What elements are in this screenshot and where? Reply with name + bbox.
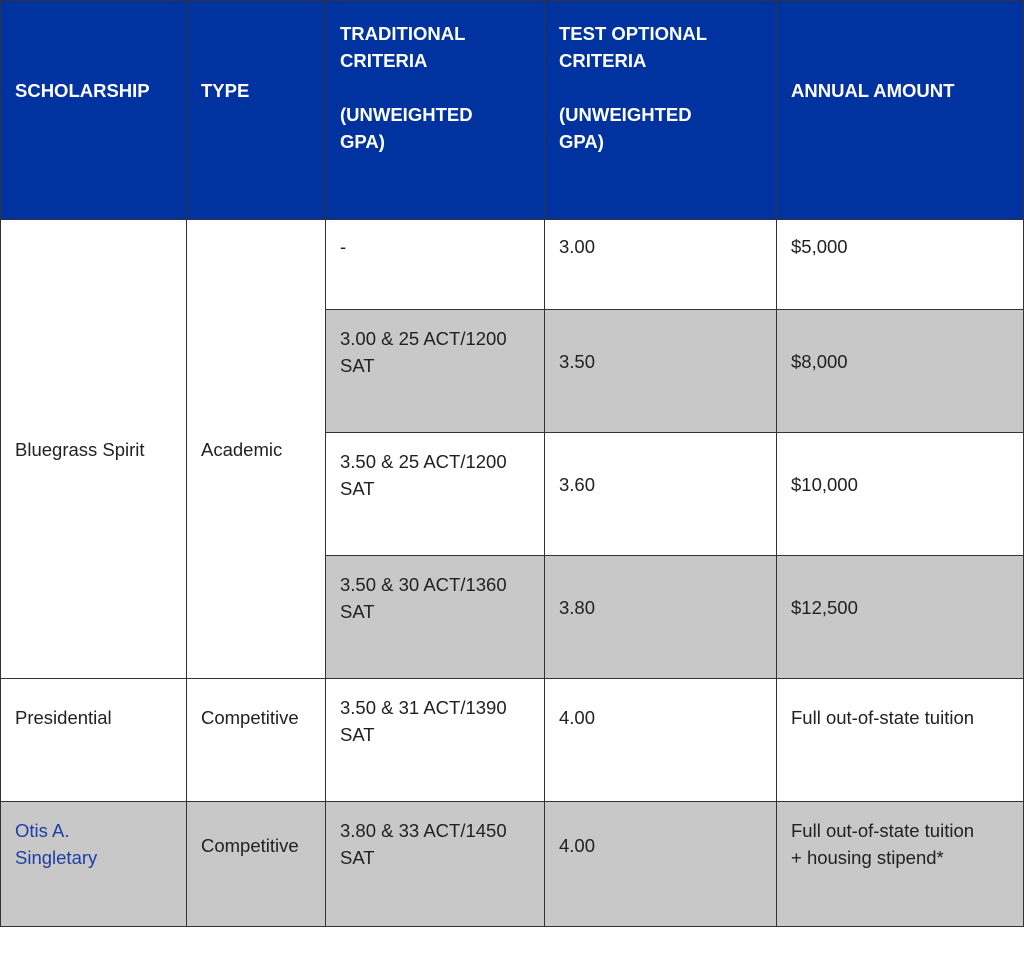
- header-type-label: TYPE: [201, 80, 250, 101]
- traditional-criteria-line1: 3.50 & 30 ACT/1360: [340, 574, 507, 595]
- traditional-criteria-value: -: [340, 236, 347, 257]
- scholarship-cell[interactable]: [1, 802, 187, 927]
- traditional-criteria-line2: SAT: [340, 478, 375, 499]
- annual-amount-cell: [777, 556, 1024, 679]
- header-scholarship: [1, 1, 187, 220]
- header-traditional-line4: GPA): [340, 131, 385, 152]
- type-cell: [187, 220, 326, 679]
- annual-amount-line1: Full out-of-state tuition: [791, 820, 975, 841]
- traditional-criteria-line2: SAT: [340, 355, 375, 376]
- test-optional-value: 3.50: [559, 350, 596, 372]
- header-annual-amount-label: ANNUAL AMOUNT: [791, 80, 955, 101]
- test-optional-cell: [545, 310, 777, 433]
- test-optional-value: 4.00: [559, 835, 596, 856]
- header-test-optional-line2: CRITERIA: [559, 50, 647, 71]
- type-cell: [187, 679, 326, 802]
- scholarship-name-line2[interactable]: Singletary: [15, 847, 98, 868]
- test-optional-value: 4.00: [559, 707, 596, 728]
- header-traditional-criteria: [326, 1, 545, 220]
- table-row: [1, 220, 1024, 310]
- header-traditional-line2: CRITERIA: [340, 50, 428, 71]
- annual-amount-cell: [777, 802, 1024, 927]
- traditional-criteria-cell: [326, 433, 545, 556]
- traditional-criteria-line2: SAT: [340, 724, 375, 745]
- test-optional-cell: [545, 556, 777, 679]
- scholarship-name-line1[interactable]: Otis A.: [15, 820, 70, 841]
- traditional-criteria-cell: [326, 679, 545, 802]
- header-test-optional-line3: (UNWEIGHTED: [559, 104, 692, 125]
- annual-amount-cell: [777, 220, 1024, 310]
- traditional-criteria-line1: 3.80 & 33 ACT/1450: [340, 820, 507, 841]
- annual-amount-cell: [777, 679, 1024, 802]
- scholarship-cell: [1, 220, 187, 679]
- header-test-optional-line1: TEST OPTIONAL: [559, 23, 707, 44]
- traditional-criteria-cell: [326, 220, 545, 310]
- header-test-optional-criteria: [545, 1, 777, 220]
- header-test-optional-line4: GPA): [559, 131, 604, 152]
- traditional-criteria-line2: SAT: [340, 847, 375, 868]
- test-optional-cell: [545, 679, 777, 802]
- traditional-criteria-line2: SAT: [340, 601, 375, 622]
- header-traditional-line1: TRADITIONAL: [340, 23, 466, 44]
- traditional-criteria-line1: 3.50 & 25 ACT/1200: [340, 451, 507, 472]
- table-row: [1, 679, 1024, 802]
- traditional-criteria-cell: [326, 556, 545, 679]
- otis-singletary-link[interactable]: [1, 802, 186, 871]
- test-optional-value: 3.60: [559, 473, 596, 495]
- scholarship-name: Bluegrass Spirit: [15, 438, 145, 460]
- traditional-criteria-line1: 3.00 & 25 ACT/1200: [340, 328, 507, 349]
- test-optional-cell: [545, 220, 777, 310]
- annual-amount-value: $5,000: [791, 236, 848, 257]
- header-annual-amount: [777, 1, 1024, 220]
- test-optional-cell: [545, 802, 777, 927]
- annual-amount-value: $10,000: [791, 473, 858, 495]
- type-cell: [187, 802, 326, 927]
- traditional-criteria-line1: 3.50 & 31 ACT/1390: [340, 697, 507, 718]
- header-traditional-line3: (UNWEIGHTED: [340, 104, 473, 125]
- annual-amount-line2: + housing stipend*: [791, 847, 944, 868]
- test-optional-value: 3.80: [559, 596, 596, 618]
- annual-amount-value: Full out-of-state tuition: [791, 707, 975, 728]
- test-optional-value: 3.00: [559, 236, 596, 257]
- traditional-criteria-cell: [326, 310, 545, 433]
- header-row: [1, 1, 1024, 220]
- test-optional-cell: [545, 433, 777, 556]
- table-row: [1, 802, 1024, 927]
- header-scholarship-label: SCHOLARSHIP: [15, 80, 150, 101]
- header-type: [187, 1, 326, 220]
- annual-amount-cell: [777, 310, 1024, 433]
- scholarship-cell: [1, 679, 187, 802]
- type-value: Academic: [201, 438, 283, 460]
- annual-amount-cell: [777, 433, 1024, 556]
- scholarship-name: Presidential: [15, 707, 112, 728]
- annual-amount-value: $8,000: [791, 350, 848, 372]
- annual-amount-value: $12,500: [791, 596, 858, 618]
- type-value: Competitive: [201, 835, 299, 856]
- type-value: Competitive: [201, 707, 299, 728]
- traditional-criteria-cell: [326, 802, 545, 927]
